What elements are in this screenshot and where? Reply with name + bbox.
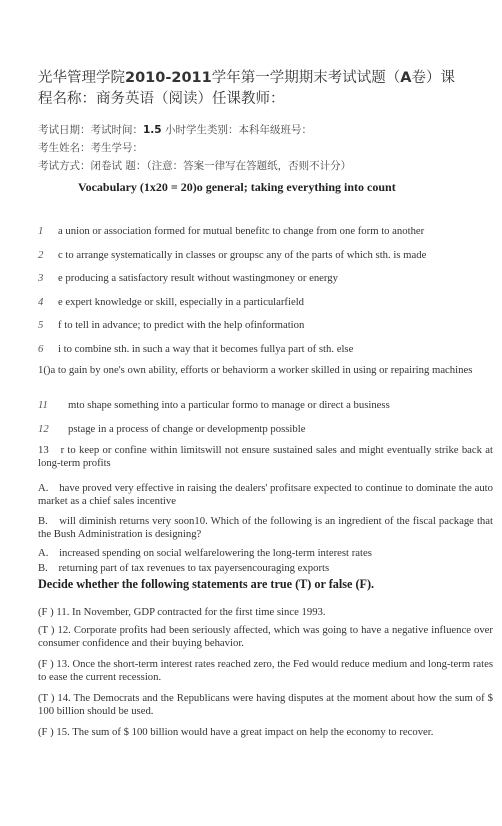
choice-b: B. returning part of tax revenues to tax payersencouraging exports [38,562,330,574]
exam-date-label: 考试日期：考试时间： [38,124,143,136]
vocab-item [38,296,493,309]
title-paper-a: A [400,70,412,86]
choice-b: B. will diminish returns very soon10. Which of the following is an ingredient of the fiscal package that the Bush Administration is designing? [38,515,493,540]
title-course: 卷）课程名称：商务英语（阅读）任课教师： [38,70,455,107]
tf-statement: (F ) 11. In November, GDP contracted for the first time since 1993. [38,606,326,618]
vocab-item [38,272,493,285]
tf-statement: (F ) 15. The sum of $ 100 billion would have a great impact on help the economy to recover. [38,726,434,738]
choice-a: A. increased spending on social welfarelowering the long-term interest rates [38,547,372,559]
vocab-item-10: 1()a to gain by one's own ability, efforts or behaviorm a worker skilled in using or repairing machines [38,364,473,376]
vocab-definition: c to arrange systematically in classes or groupsc any of the parts of which sth. is made [58,249,427,261]
tf-statement: (F ) 13. Once the short-term interest rates reached zero, the Fed would reduce medium and long-term rates to ease the current recession. [38,658,493,683]
tf-statement: (T ) 12. Corporate profits had been seriously affected, which was going to have a negative influence over consumer confidence and their buying behavior. [38,624,493,649]
vocab-number: 11 [38,399,48,411]
vocab-definition: mto shape something into a particular formo to manage or direct a business [68,399,390,411]
vocab-item [38,399,493,412]
vocab-definition: f to tell in advance; to predict with the help ofinformation [58,319,305,331]
vocab-definition: pstage in a process of change or developmentp possible [68,423,306,435]
vocab-definition: e expert knowledge or skill, especially in a particularfield [58,296,305,308]
vocab-item [38,423,493,436]
vocab-number: 5 [38,319,44,331]
vocab-number: 4 [38,296,44,308]
vocabulary-heading: Vocabulary (1x20 = 20)o general; taking everything into count [78,180,396,194]
vocab-item-13: 13 r to keep or confine within limitswill not ensure sustained sales and might eventually strike back at long-term profits [38,444,493,469]
exam-hours: 1.5 [143,124,162,136]
title-school: 光华管理学院 [38,70,125,86]
true-false-heading: Decide whether the following statements are true (T) or false (F). [38,577,375,591]
choice-a: A. have proved very effective in raising the dealers' profitsare expected to continue to dominate the auto market as a chief sales incentive [38,482,493,507]
vocab-number: 12 [38,423,49,435]
title-years: 2010-2011 [125,70,212,86]
vocab-item [38,225,493,238]
title-mid: 学年第一学期期末考试试题（ [211,70,401,86]
vocab-item [38,343,493,356]
exam-date-line [38,123,478,137]
exam-method-line: 考试方式：闭卷试 题：（注意：答案一律写在答题纸，否则不计分） [38,160,352,172]
student-name-line: 考生姓名：考生学号： [38,142,143,154]
vocab-number: 3 [38,272,44,284]
tf-statement: (T ) 14. The Democrats and the Republicans were having disputes at the moment about how the sum of $ 100 billion should be used. [38,692,493,717]
vocab-number: 1 [38,225,44,237]
vocab-number: 6 [38,343,44,355]
vocab-definition: i to combine sth. in such a way that it becomes fullya part of sth. else [58,343,354,355]
vocab-number: 2 [38,249,44,261]
vocab-item [38,319,493,332]
vocab-definition: e producing a satisfactory result without wastingmoney or energy [58,272,338,284]
exam-title [38,68,468,110]
vocab-item [38,249,493,262]
student-category-label: 小时学生类别：本科年级班号： [161,124,312,136]
vocab-definition: a union or association formed for mutual benefitc to change from one form to another [58,225,425,237]
